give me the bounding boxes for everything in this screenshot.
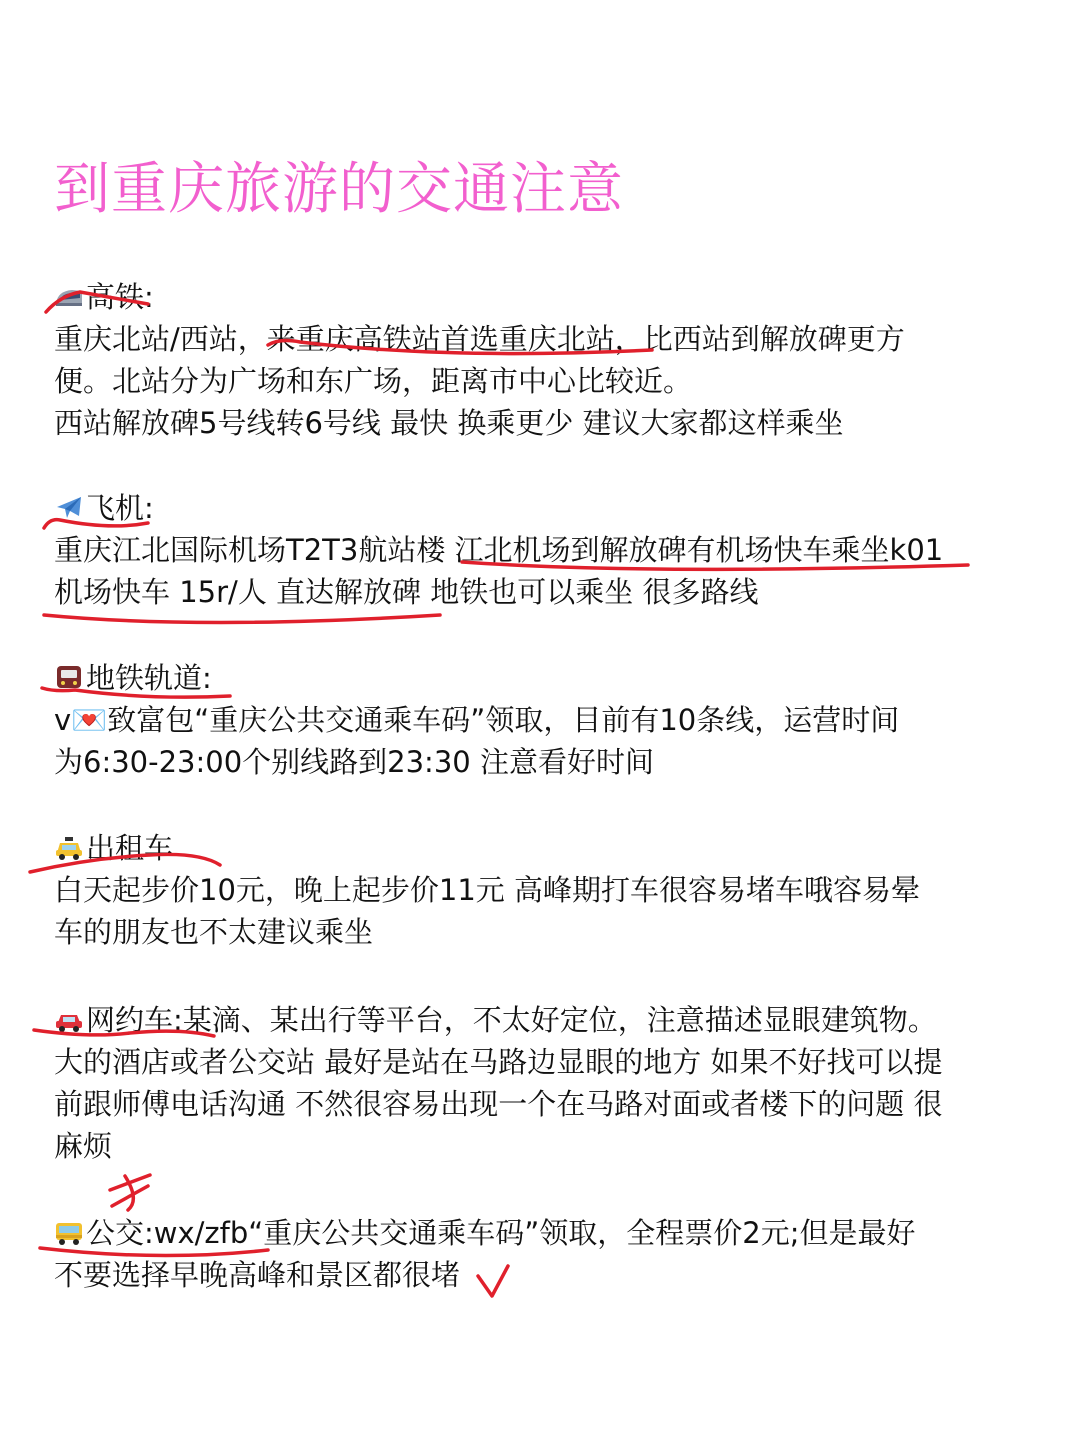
car-icon [54, 1006, 84, 1034]
section-heading [54, 1212, 1014, 1254]
section-line: 不要选择早晚高峰和景区都很堵 [54, 1258, 461, 1292]
section-heading-text: 公交:wx/zfb“重庆公共交通乘车码”领取，全程票价2元;但是最好 [86, 1216, 916, 1250]
section-heading [54, 276, 1014, 318]
section-taxi [54, 827, 1014, 953]
section-line: 机场快车 15r/人 直达解放碑 地铁也可以乘坐 很多路线 [54, 575, 759, 609]
section-line: 便。北站分为广场和东广场，距离市中心比较近。 [54, 364, 693, 398]
section-line: 重庆北站/西站，来重庆高铁站首选重庆北站，比西站到解放碑更方 [54, 322, 905, 356]
section-high-speed-rail [54, 276, 1014, 444]
section-line: 车的朋友也不太建议乘坐 [54, 915, 374, 949]
cross-mark [110, 1175, 150, 1210]
section-heading [54, 827, 1014, 869]
section-line: 重庆江北国际机场T2T3航站楼 江北机场到解放碑有机场快车乘坐k01 [54, 533, 944, 567]
metro-icon [54, 664, 84, 692]
section-heading [54, 487, 1014, 529]
section-airplane [54, 487, 1014, 613]
section-heading-text: 飞机: [86, 491, 154, 525]
section-line: 麻烦 [54, 1129, 113, 1163]
high-speed-train-icon [54, 283, 84, 311]
taxi-icon [54, 834, 84, 862]
section-heading-text: 高铁: [86, 280, 154, 314]
section-line: 白天起步价10元，晚上起步价11元 高峰期打车很容易堵车哦容易晕 [54, 873, 921, 907]
section-line: 西站解放碑5号线转6号线 最快 换乘更少 建议大家都这样乘坐 [54, 406, 844, 440]
section-ride-hailing [54, 999, 1014, 1167]
page-title: 到重庆旅游的交通注意 [54, 157, 624, 222]
underline-mark [44, 615, 440, 623]
section-bus [54, 1212, 1014, 1296]
airplane-icon [54, 494, 84, 522]
section-heading [54, 999, 1014, 1041]
section-line: 大的酒店或者公交站 最好是站在马路边显眼的地方 如果不好找可以提 [54, 1045, 943, 1079]
section-heading-text: 网约车:某滴、某出行等平台，不太好定位，注意描述显眼建筑物。 [86, 1003, 937, 1037]
section-heading [54, 657, 1014, 699]
section-metro [54, 657, 1014, 783]
bus-icon [54, 1219, 84, 1247]
section-line: 为6:30-23:00个别线路到23:30 注意看好时间 [54, 745, 654, 779]
section-heading-text: 出租车 [86, 831, 174, 865]
section-line: v💌致富包“重庆公共交通乘车码”领取，目前有10条线，运营时间 [54, 703, 900, 737]
section-line: 前跟师傅电话沟通 不然很容易出现一个在马路对面或者楼下的问题 很 [54, 1087, 943, 1121]
section-heading-text: 地铁轨道: [86, 661, 212, 695]
